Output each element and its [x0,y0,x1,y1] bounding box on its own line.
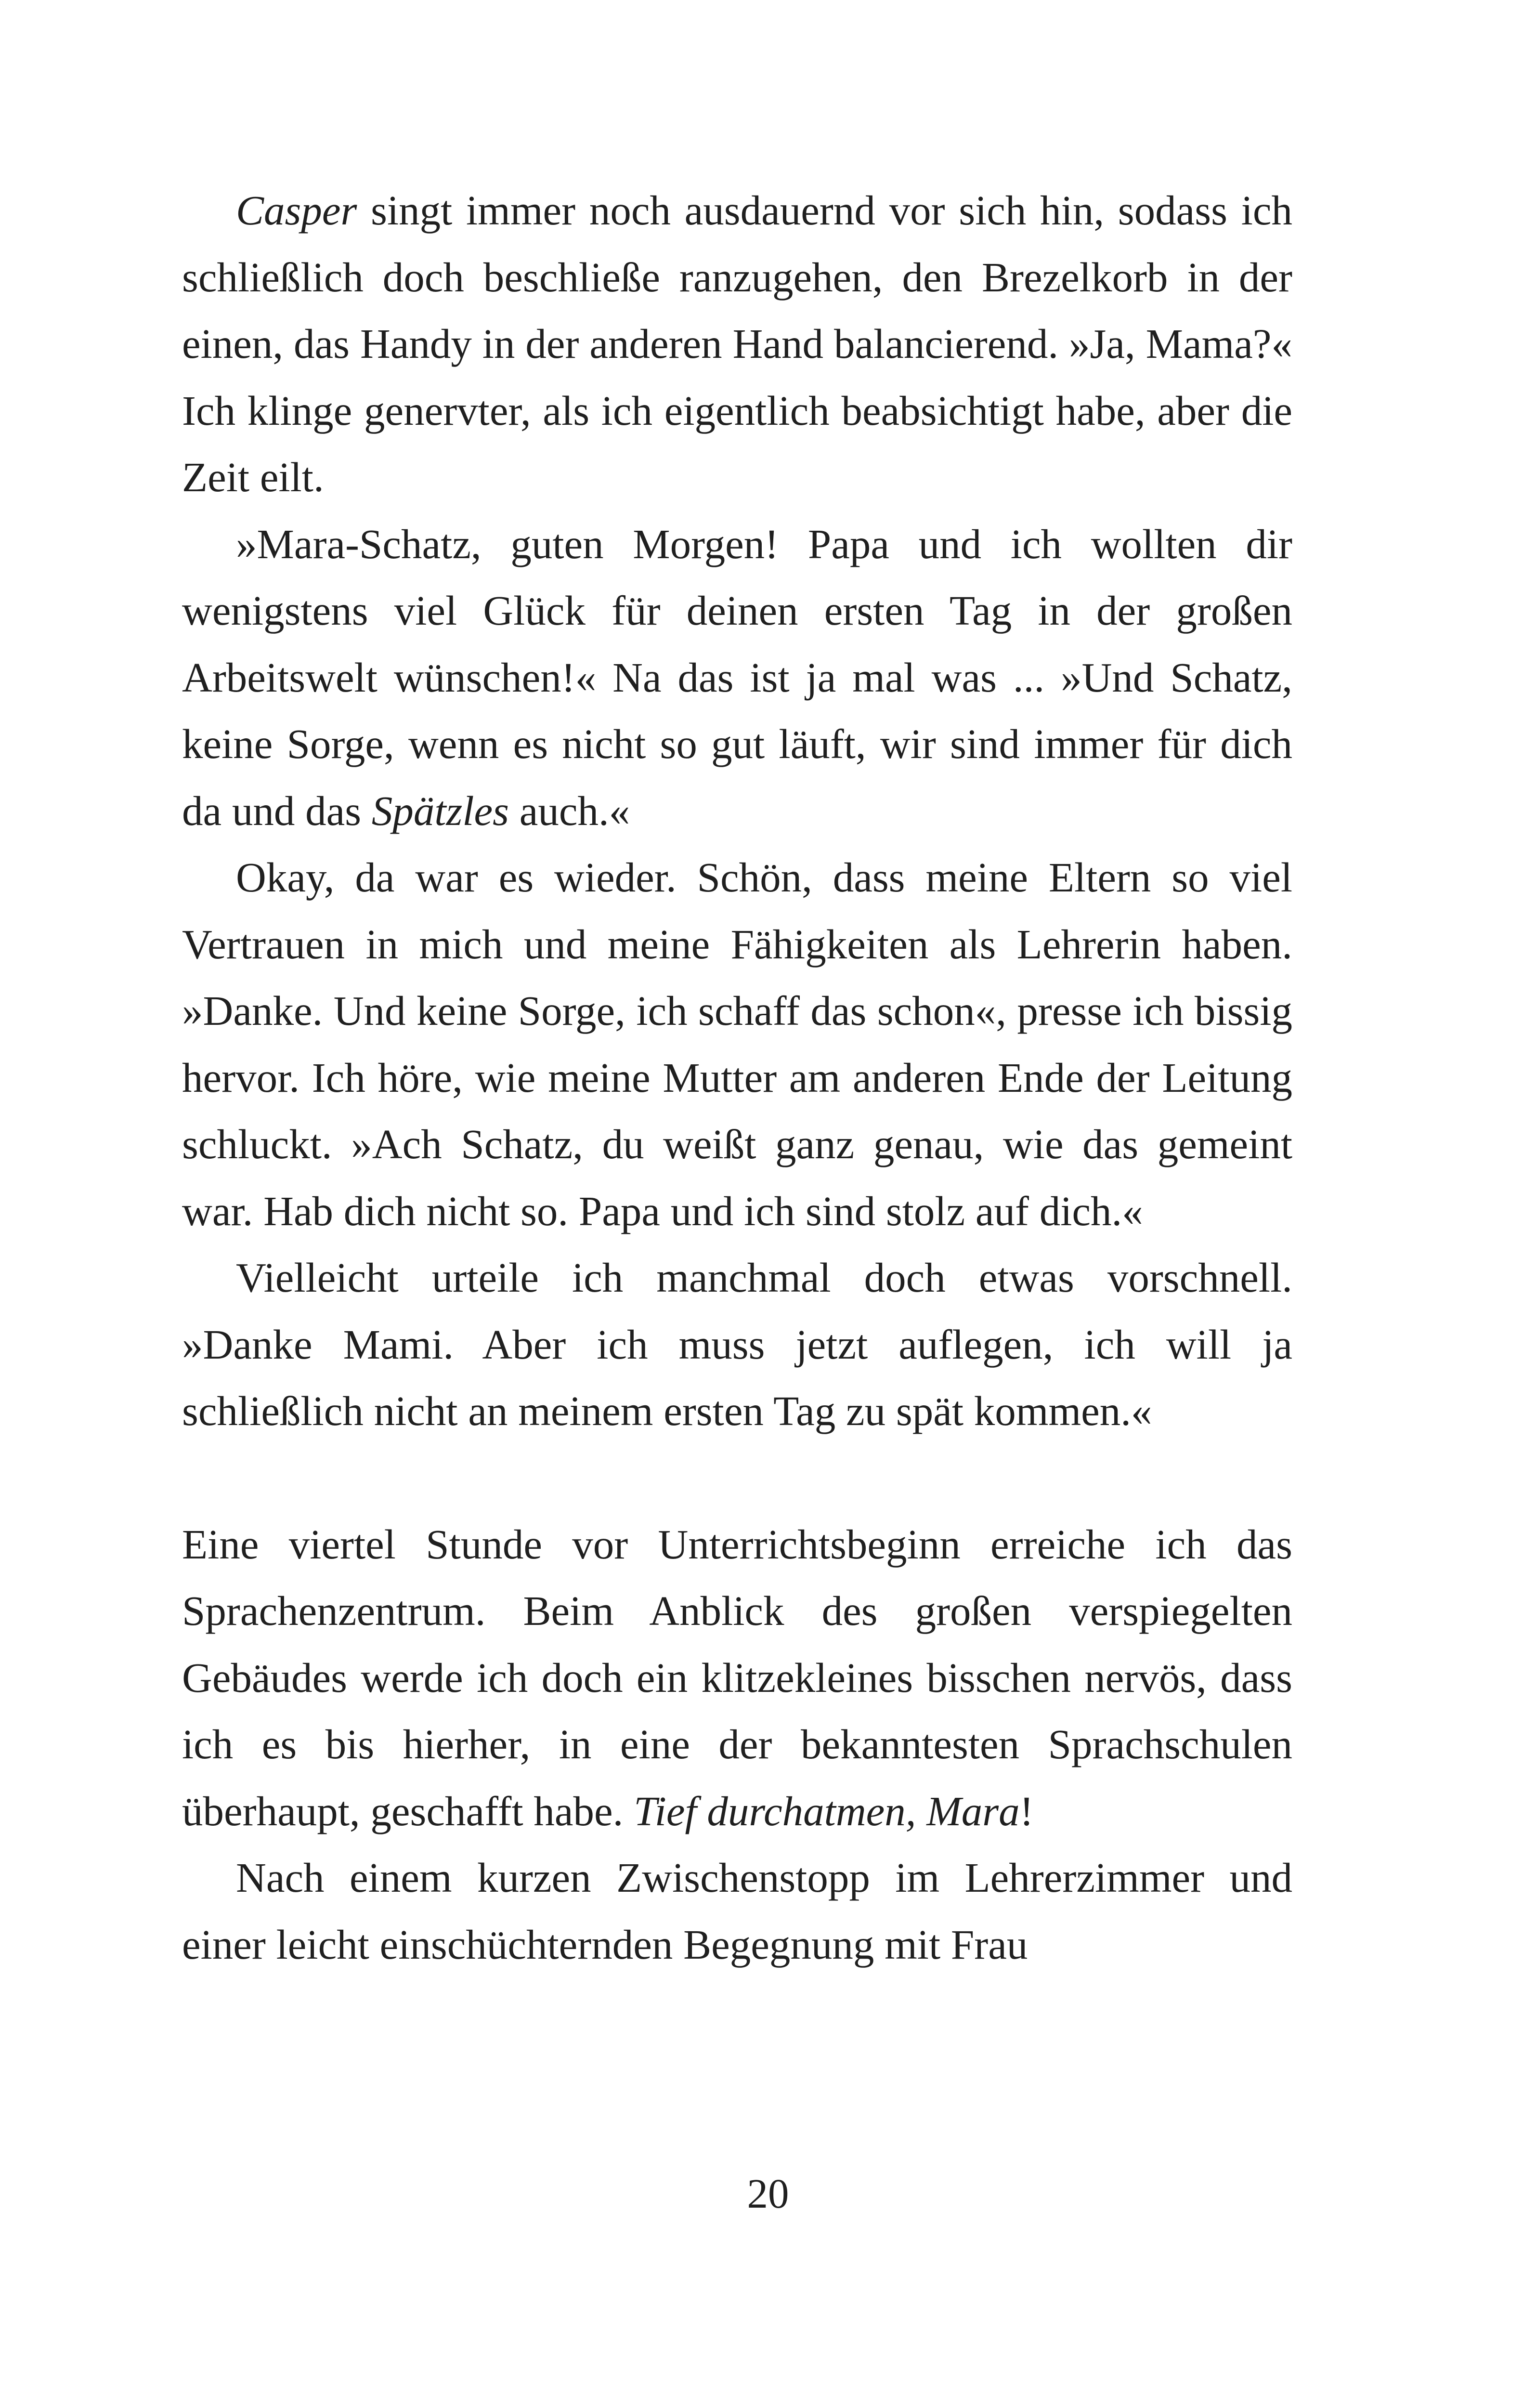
paragraph [182,1511,1292,1845]
paragraph [182,177,1292,511]
body-text [182,177,1292,1978]
text-run: Okay, da war es wieder. Schön, dass meine Eltern so viel Vertrauen in mich und meine Fähigkeiten als Lehrerin haben. »Danke. Und keine Sorge, ich schaff das schon«, presse ich bissig hervor. Ich höre, wie meine Mutter am anderen Ende der Leitung schluckt. »Ach Schatz, du weißt ganz genau, wie das gemeint war. Hab dich nicht so. Papa und ich sind stolz auf dich.« [182,854,1292,1234]
text-run: ! [1019,1787,1034,1834]
italic-text: Casper [236,187,357,234]
scene-break [182,1445,1292,1511]
text-run: auch.« [509,787,630,834]
text-run: Vielleicht urteile ich manchmal doch etwas vorschnell. »Danke Mami. Aber ich muss jetzt auflegen, ich will ja schließlich nicht an meinem ersten Tag zu spät kommen.« [182,1254,1292,1434]
paragraph [182,844,1292,1244]
text-run: »Mara-Schatz, guten Morgen! Papa und ich wollten dir wenigstens viel Glück für deinen ersten Tag in der großen Arbeitswelt wünschen!« Na das ist ja mal was ... »Und Schatz, keine Sorge, wenn es nicht so gut läuft, wir sind immer für dich da und das [182,520,1292,834]
italic-text: Tief durchatmen, Mara [634,1787,1020,1834]
text-run: Nach einem kurzen Zwischenstopp im Lehrerzimmer und einer leicht einschüchternden Begegnung mit Frau [182,1854,1292,1968]
page-number: 20 [747,2170,789,2217]
paragraph [182,1845,1292,1978]
paragraph [182,511,1292,845]
paragraph [182,1244,1292,1445]
text-run: singt immer noch ausdauernd vor sich hin, sodass ich schließlich doch beschließe ranzugehen, den Brezelkorb in der einen, das Handy in der anderen Hand balancierend. »Ja, Mama?« Ich klinge genervter, als ich eigentlich beabsichtigt habe, aber die Zeit eilt. [182,187,1292,500]
italic-text: Spätzles [371,787,509,834]
text-run: Eine viertel Stunde vor Unterrichtsbeginn erreiche ich das Sprachenzentrum. Beim Anblick des großen verspiegelten Gebäudes werde ich doch ein klitzekleines bisschen nervös, dass ich es bis hierher, in eine der bekanntesten Sprachschulen überhaupt, geschafft habe. [182,1520,1292,1834]
